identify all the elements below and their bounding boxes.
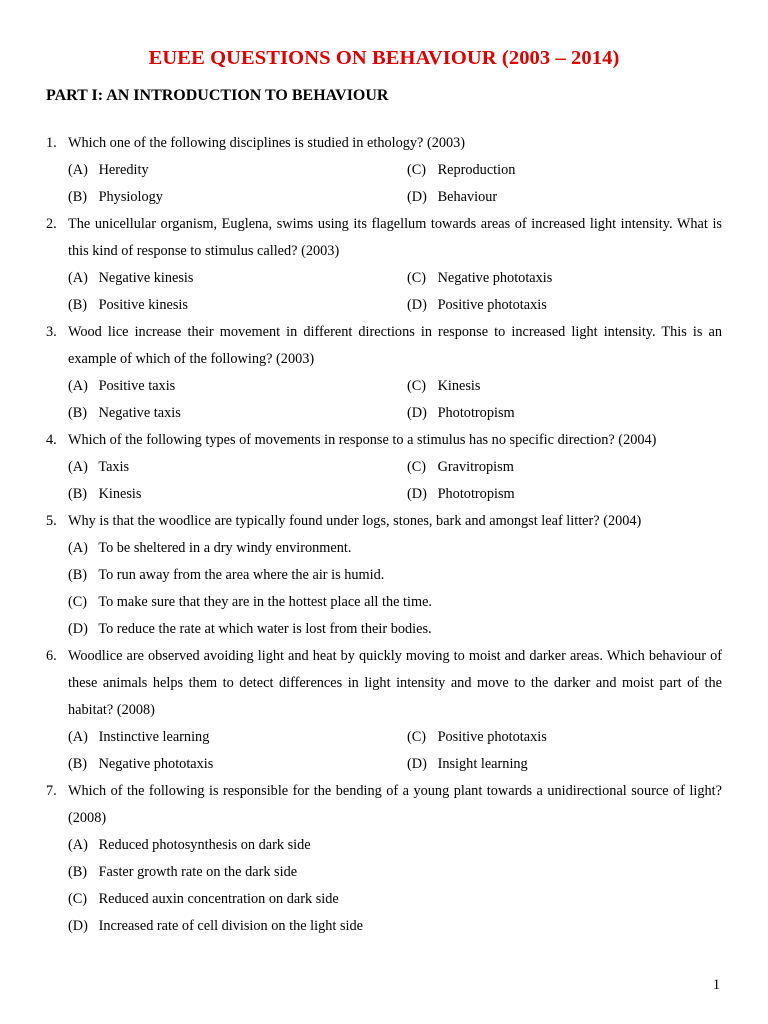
option-letter: (A) [68, 540, 88, 556]
option-letter: (D) [407, 756, 427, 772]
option-text: Phototropism [437, 405, 515, 421]
question-7 [0, 778, 768, 940]
question-text: Woodlice are observed avoiding light and heat by quickly moving to moist and darker areas. Which behaviour of these animals helps them to detect differences in light intensity and move to the darker and moist part of the habitat? (2008) [68, 648, 722, 718]
question-5 [0, 508, 768, 643]
option-text: Behaviour [437, 189, 498, 205]
option-a [68, 832, 311, 859]
option-letter: (C) [407, 378, 427, 394]
question-4 [0, 427, 768, 508]
option-letter: (B) [68, 486, 88, 502]
option-letter: (C) [68, 594, 88, 610]
option-letter: (D) [68, 918, 88, 934]
option-row [0, 373, 768, 400]
option-d [407, 481, 515, 508]
question-text: Wood lice increase their movement in different directions in response to increased light intensity. This is an example of which of the following? (2003) [68, 324, 722, 367]
option-a [68, 535, 351, 562]
option-text: Reduced photosynthesis on dark side [98, 837, 311, 853]
option-letter: (D) [68, 621, 88, 637]
page-number: 1 [712, 977, 720, 993]
question-number: 6. [46, 648, 57, 664]
option-row [0, 562, 768, 589]
option-row [0, 292, 768, 319]
option-text: Heredity [98, 162, 149, 178]
question-stem [0, 427, 768, 454]
option-letter: (B) [68, 756, 88, 772]
option-c [407, 265, 552, 292]
option-a [68, 454, 129, 481]
option-letter: (B) [68, 405, 88, 421]
option-text: Kinesis [437, 378, 481, 394]
option-d [407, 400, 515, 427]
option-c [407, 454, 514, 481]
option-text: Negative taxis [98, 405, 181, 421]
option-text: Reproduction [437, 162, 516, 178]
question-text: Why is that the woodlice are typically found under logs, stones, bark and amongst leaf litter? (2004) [68, 513, 642, 529]
option-d [407, 292, 547, 319]
options-grid [0, 724, 768, 778]
option-letter: (D) [407, 486, 427, 502]
question-6 [0, 643, 768, 778]
option-text: Phototropism [437, 486, 515, 502]
question-text: Which of the following is responsible for the bending of a young plant towards a unidirectional source of light? (2008) [68, 783, 722, 826]
option-letter: (C) [407, 162, 427, 178]
options-grid [0, 265, 768, 319]
option-row [0, 751, 768, 778]
question-text: The unicellular organism, Euglena, swims using its flagellum towards areas of increased light intensity. What is this kind of response to stimulus called? (2003) [68, 216, 722, 259]
question-number: 1. [46, 135, 57, 151]
option-text: Faster growth rate on the dark side [98, 864, 298, 880]
option-text: To make sure that they are in the hottest place all the time. [98, 594, 432, 610]
option-row [0, 265, 768, 292]
option-text: Negative phototaxis [437, 270, 553, 286]
option-letter: (C) [68, 891, 88, 907]
question-stem [0, 211, 768, 265]
options-list [0, 832, 768, 940]
option-b [68, 859, 297, 886]
option-b [68, 481, 141, 508]
option-letter: (B) [68, 189, 88, 205]
option-c [407, 157, 515, 184]
question-number: 3. [46, 324, 57, 340]
option-row [0, 535, 768, 562]
option-a [68, 373, 175, 400]
option-text: Gravitropism [437, 459, 514, 475]
question-number: 5. [46, 513, 57, 529]
option-letter: (D) [407, 189, 427, 205]
option-letter: (B) [68, 297, 88, 313]
option-letter: (A) [68, 729, 88, 745]
option-b [68, 751, 213, 778]
option-letter: (C) [407, 270, 427, 286]
option-text: To reduce the rate at which water is lost from their bodies. [98, 621, 432, 637]
option-d [68, 616, 432, 643]
option-c [407, 373, 480, 400]
question-stem [0, 130, 768, 157]
option-c [68, 886, 339, 913]
question-2 [0, 211, 768, 319]
option-b [68, 184, 163, 211]
option-row [0, 589, 768, 616]
option-text: Taxis [98, 459, 130, 475]
option-text: Kinesis [98, 486, 142, 502]
option-text: Physiology [98, 189, 163, 205]
question-text: Which one of the following disciplines is studied in ethology? (2003) [68, 135, 466, 151]
question-number: 4. [46, 432, 57, 448]
option-text: Positive kinesis [98, 297, 188, 313]
option-letter: (A) [68, 162, 88, 178]
option-row [0, 400, 768, 427]
option-letter: (A) [68, 837, 88, 853]
option-a [68, 157, 149, 184]
option-letter: (D) [407, 405, 427, 421]
option-text: Negative kinesis [98, 270, 194, 286]
option-letter: (C) [407, 459, 427, 475]
option-text: Positive taxis [98, 378, 176, 394]
option-letter: (A) [68, 378, 88, 394]
option-text: Negative phototaxis [98, 756, 214, 772]
question-1 [0, 130, 768, 211]
question-stem [0, 508, 768, 535]
document-title: EUEE QUESTIONS ON BEHAVIOUR (2003 – 2014) [148, 47, 620, 69]
option-a [68, 724, 209, 751]
option-text: To be sheltered in a dry windy environment. [98, 540, 352, 556]
option-b [68, 400, 181, 427]
option-text: To run away from the area where the air is humid. [98, 567, 385, 583]
options-list [0, 535, 768, 643]
question-stem [0, 778, 768, 832]
options-grid [0, 373, 768, 427]
option-c [68, 589, 432, 616]
question-list [0, 130, 768, 940]
option-row [0, 832, 768, 859]
option-row [0, 859, 768, 886]
question-3 [0, 319, 768, 427]
question-number: 7. [46, 783, 57, 799]
option-text: Positive phototaxis [437, 729, 547, 745]
option-d [68, 913, 363, 940]
question-stem [0, 643, 768, 724]
option-text: Insight learning [437, 756, 528, 772]
question-number: 2. [46, 216, 57, 232]
option-row [0, 157, 768, 184]
option-letter: (B) [68, 567, 88, 583]
option-letter: (D) [407, 297, 427, 313]
option-row [0, 724, 768, 751]
option-text: Increased rate of cell division on the light side [98, 918, 363, 934]
option-row [0, 616, 768, 643]
question-text: Which of the following types of movements in response to a stimulus has no specific direction? (2004) [68, 432, 657, 448]
option-b [68, 292, 188, 319]
option-letter: (A) [68, 270, 88, 286]
option-letter: (C) [407, 729, 427, 745]
option-a [68, 265, 193, 292]
option-d [407, 751, 528, 778]
option-letter: (B) [68, 864, 88, 880]
option-c [407, 724, 547, 751]
part-heading: PART I: AN INTRODUCTION TO BEHAVIOUR [46, 87, 389, 104]
option-b [68, 562, 384, 589]
option-text: Instinctive learning [98, 729, 210, 745]
question-stem [0, 319, 768, 373]
option-row [0, 481, 768, 508]
options-grid [0, 157, 768, 211]
option-row [0, 886, 768, 913]
options-grid [0, 454, 768, 508]
option-row [0, 454, 768, 481]
option-d [407, 184, 497, 211]
option-text: Reduced auxin concentration on dark side [98, 891, 339, 907]
option-letter: (A) [68, 459, 88, 475]
option-row [0, 184, 768, 211]
option-text: Positive phototaxis [437, 297, 547, 313]
option-row [0, 913, 768, 940]
